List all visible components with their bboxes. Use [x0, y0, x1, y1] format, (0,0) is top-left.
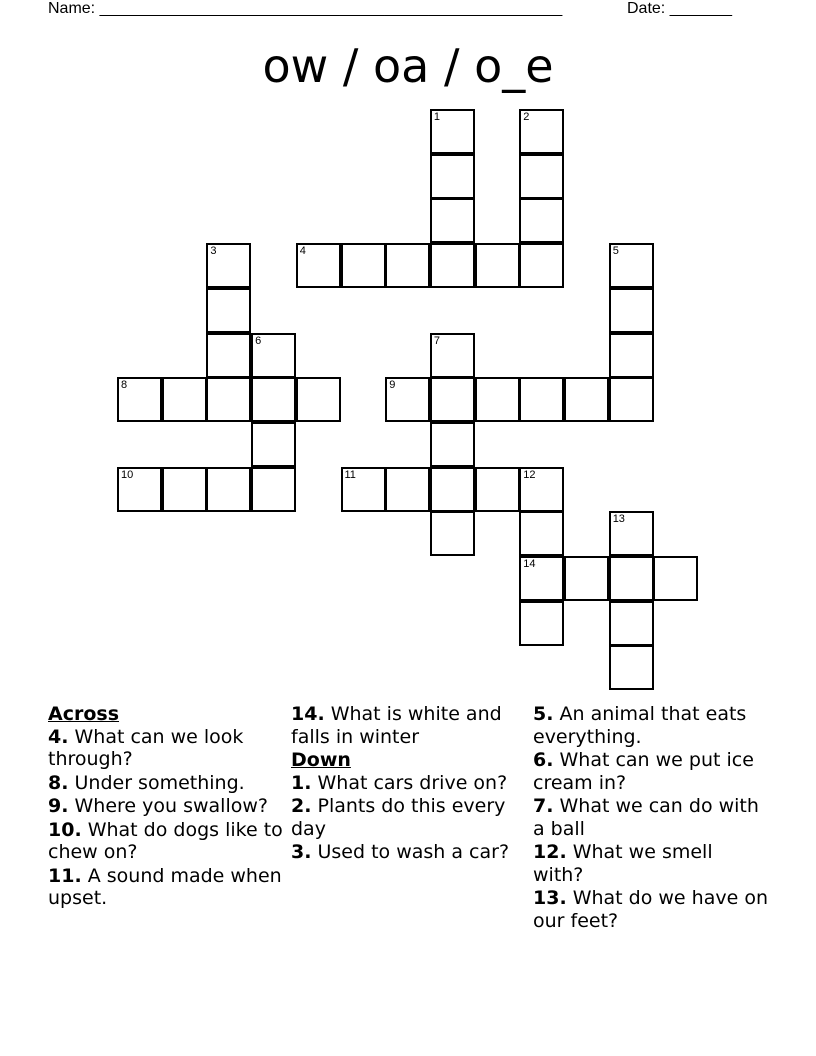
crossword-cell[interactable]: [609, 511, 654, 556]
crossword-cell[interactable]: [609, 333, 654, 378]
clue-across-14: 14. What is white and falls in winter: [291, 703, 502, 748]
crossword-cell[interactable]: [341, 467, 386, 512]
crossword-cell[interactable]: [206, 467, 251, 512]
clue-down-6: 6. What can we put ice cream in?: [533, 749, 754, 794]
crossword-cell[interactable]: [385, 243, 430, 288]
clue-number: 1: [433, 111, 441, 123]
crossword-cell[interactable]: [117, 377, 162, 422]
clue-number: 3: [210, 245, 217, 258]
crossword-cell[interactable]: [162, 467, 207, 512]
crossword-cell[interactable]: [519, 198, 564, 243]
clue-column-2: [291, 703, 527, 865]
clue-down-7: 7. What we can do with a ball: [533, 795, 759, 840]
crossword-cell[interactable]: [519, 377, 564, 422]
crossword-cell[interactable]: [206, 288, 251, 333]
clue-column-1: [48, 703, 284, 911]
page-title: ow / oa / o_e: [262, 39, 554, 93]
crossword-cell[interactable]: [475, 243, 520, 288]
clue-down-12: 12. What we smell with?: [533, 841, 713, 886]
crossword-cell[interactable]: [609, 243, 654, 288]
crossword-cell[interactable]: [609, 645, 654, 690]
clue-number: 2: [523, 111, 530, 123]
crossword-cell[interactable]: [609, 377, 654, 422]
crossword-cell[interactable]: [519, 109, 564, 154]
date-field-label: Date: _______: [627, 0, 732, 17]
crossword-cell[interactable]: [430, 243, 475, 288]
crossword-cell[interactable]: [430, 377, 475, 422]
crossword-cell[interactable]: [296, 377, 341, 422]
crossword-cell[interactable]: [519, 511, 564, 556]
clue-column-3: [533, 703, 769, 933]
clue-number: 10: [121, 468, 134, 481]
crossword-cell[interactable]: [430, 109, 475, 154]
crossword-cell[interactable]: [251, 333, 296, 378]
clue-down-5: 5. An animal that eats everything.: [533, 703, 747, 748]
name-field-label: Name: ____________________________________________________: [48, 0, 563, 17]
crossword-cell[interactable]: [251, 467, 296, 512]
crossword-cell[interactable]: [475, 467, 520, 512]
crossword-cell[interactable]: [341, 243, 386, 288]
crossword-cell[interactable]: [206, 377, 251, 422]
crossword-cell[interactable]: [609, 556, 654, 601]
crossword-cell[interactable]: [609, 288, 654, 333]
across-heading: Across: [48, 703, 120, 725]
crossword-cell[interactable]: [296, 243, 341, 288]
crossword-cell[interactable]: [251, 377, 296, 422]
clue-number: 8: [121, 379, 128, 392]
clue-number: 11: [344, 468, 356, 481]
clue-number: 14: [523, 558, 536, 570]
clue-number: 6: [255, 334, 262, 347]
crossword-cell[interactable]: [519, 467, 564, 512]
crossword-cell[interactable]: [385, 467, 430, 512]
crossword-cell[interactable]: [653, 556, 698, 601]
clue-number: 13: [612, 513, 625, 526]
clue-across-11: 11. A sound made when upset.: [48, 864, 282, 909]
crossword-cell[interactable]: [206, 333, 251, 378]
clue-number: 5: [612, 245, 619, 258]
crossword-cell[interactable]: [430, 333, 475, 378]
clue-number: 7: [433, 334, 441, 347]
clue-down-2: 2. Plants do this every day: [291, 795, 506, 840]
clue-across-4: 4. What can we look through?: [48, 725, 244, 770]
crossword-cell[interactable]: [430, 198, 475, 243]
clue-number: 9: [389, 379, 396, 392]
crossword-cell[interactable]: [251, 422, 296, 467]
clue-across-9: 9. Where you swallow?: [48, 795, 268, 817]
clue-number: 4: [299, 245, 306, 258]
crossword-cell[interactable]: [430, 467, 475, 512]
clue-across-10: 10. What do dogs like to chew on?: [48, 818, 283, 863]
crossword-cell[interactable]: [519, 556, 564, 601]
crossword-cell[interactable]: [430, 511, 475, 556]
crossword-cell[interactable]: [519, 601, 564, 646]
crossword-cell[interactable]: [430, 422, 475, 467]
clue-down-13: 13. What do we have on our feet?: [533, 887, 768, 932]
crossword-cell[interactable]: [564, 556, 609, 601]
clue-down-1: 1. What cars drive on?: [291, 771, 508, 794]
crossword-cell[interactable]: [385, 377, 430, 422]
crossword-cell[interactable]: [609, 601, 654, 646]
crossword-cell[interactable]: [564, 377, 609, 422]
crossword-cell[interactable]: [206, 243, 251, 288]
crossword-cell[interactable]: [519, 154, 564, 199]
crossword-cell[interactable]: [430, 154, 475, 199]
crossword-cell[interactable]: [475, 377, 520, 422]
crossword-cell[interactable]: [117, 467, 162, 512]
down-heading: Down: [291, 749, 351, 771]
clue-down-3: 3. Used to wash a car?: [291, 841, 510, 863]
crossword-cell[interactable]: [519, 243, 564, 288]
clue-number: 12: [523, 468, 536, 481]
crossword-cell[interactable]: [162, 377, 207, 422]
clue-across-8: 8. Under something.: [48, 771, 245, 794]
